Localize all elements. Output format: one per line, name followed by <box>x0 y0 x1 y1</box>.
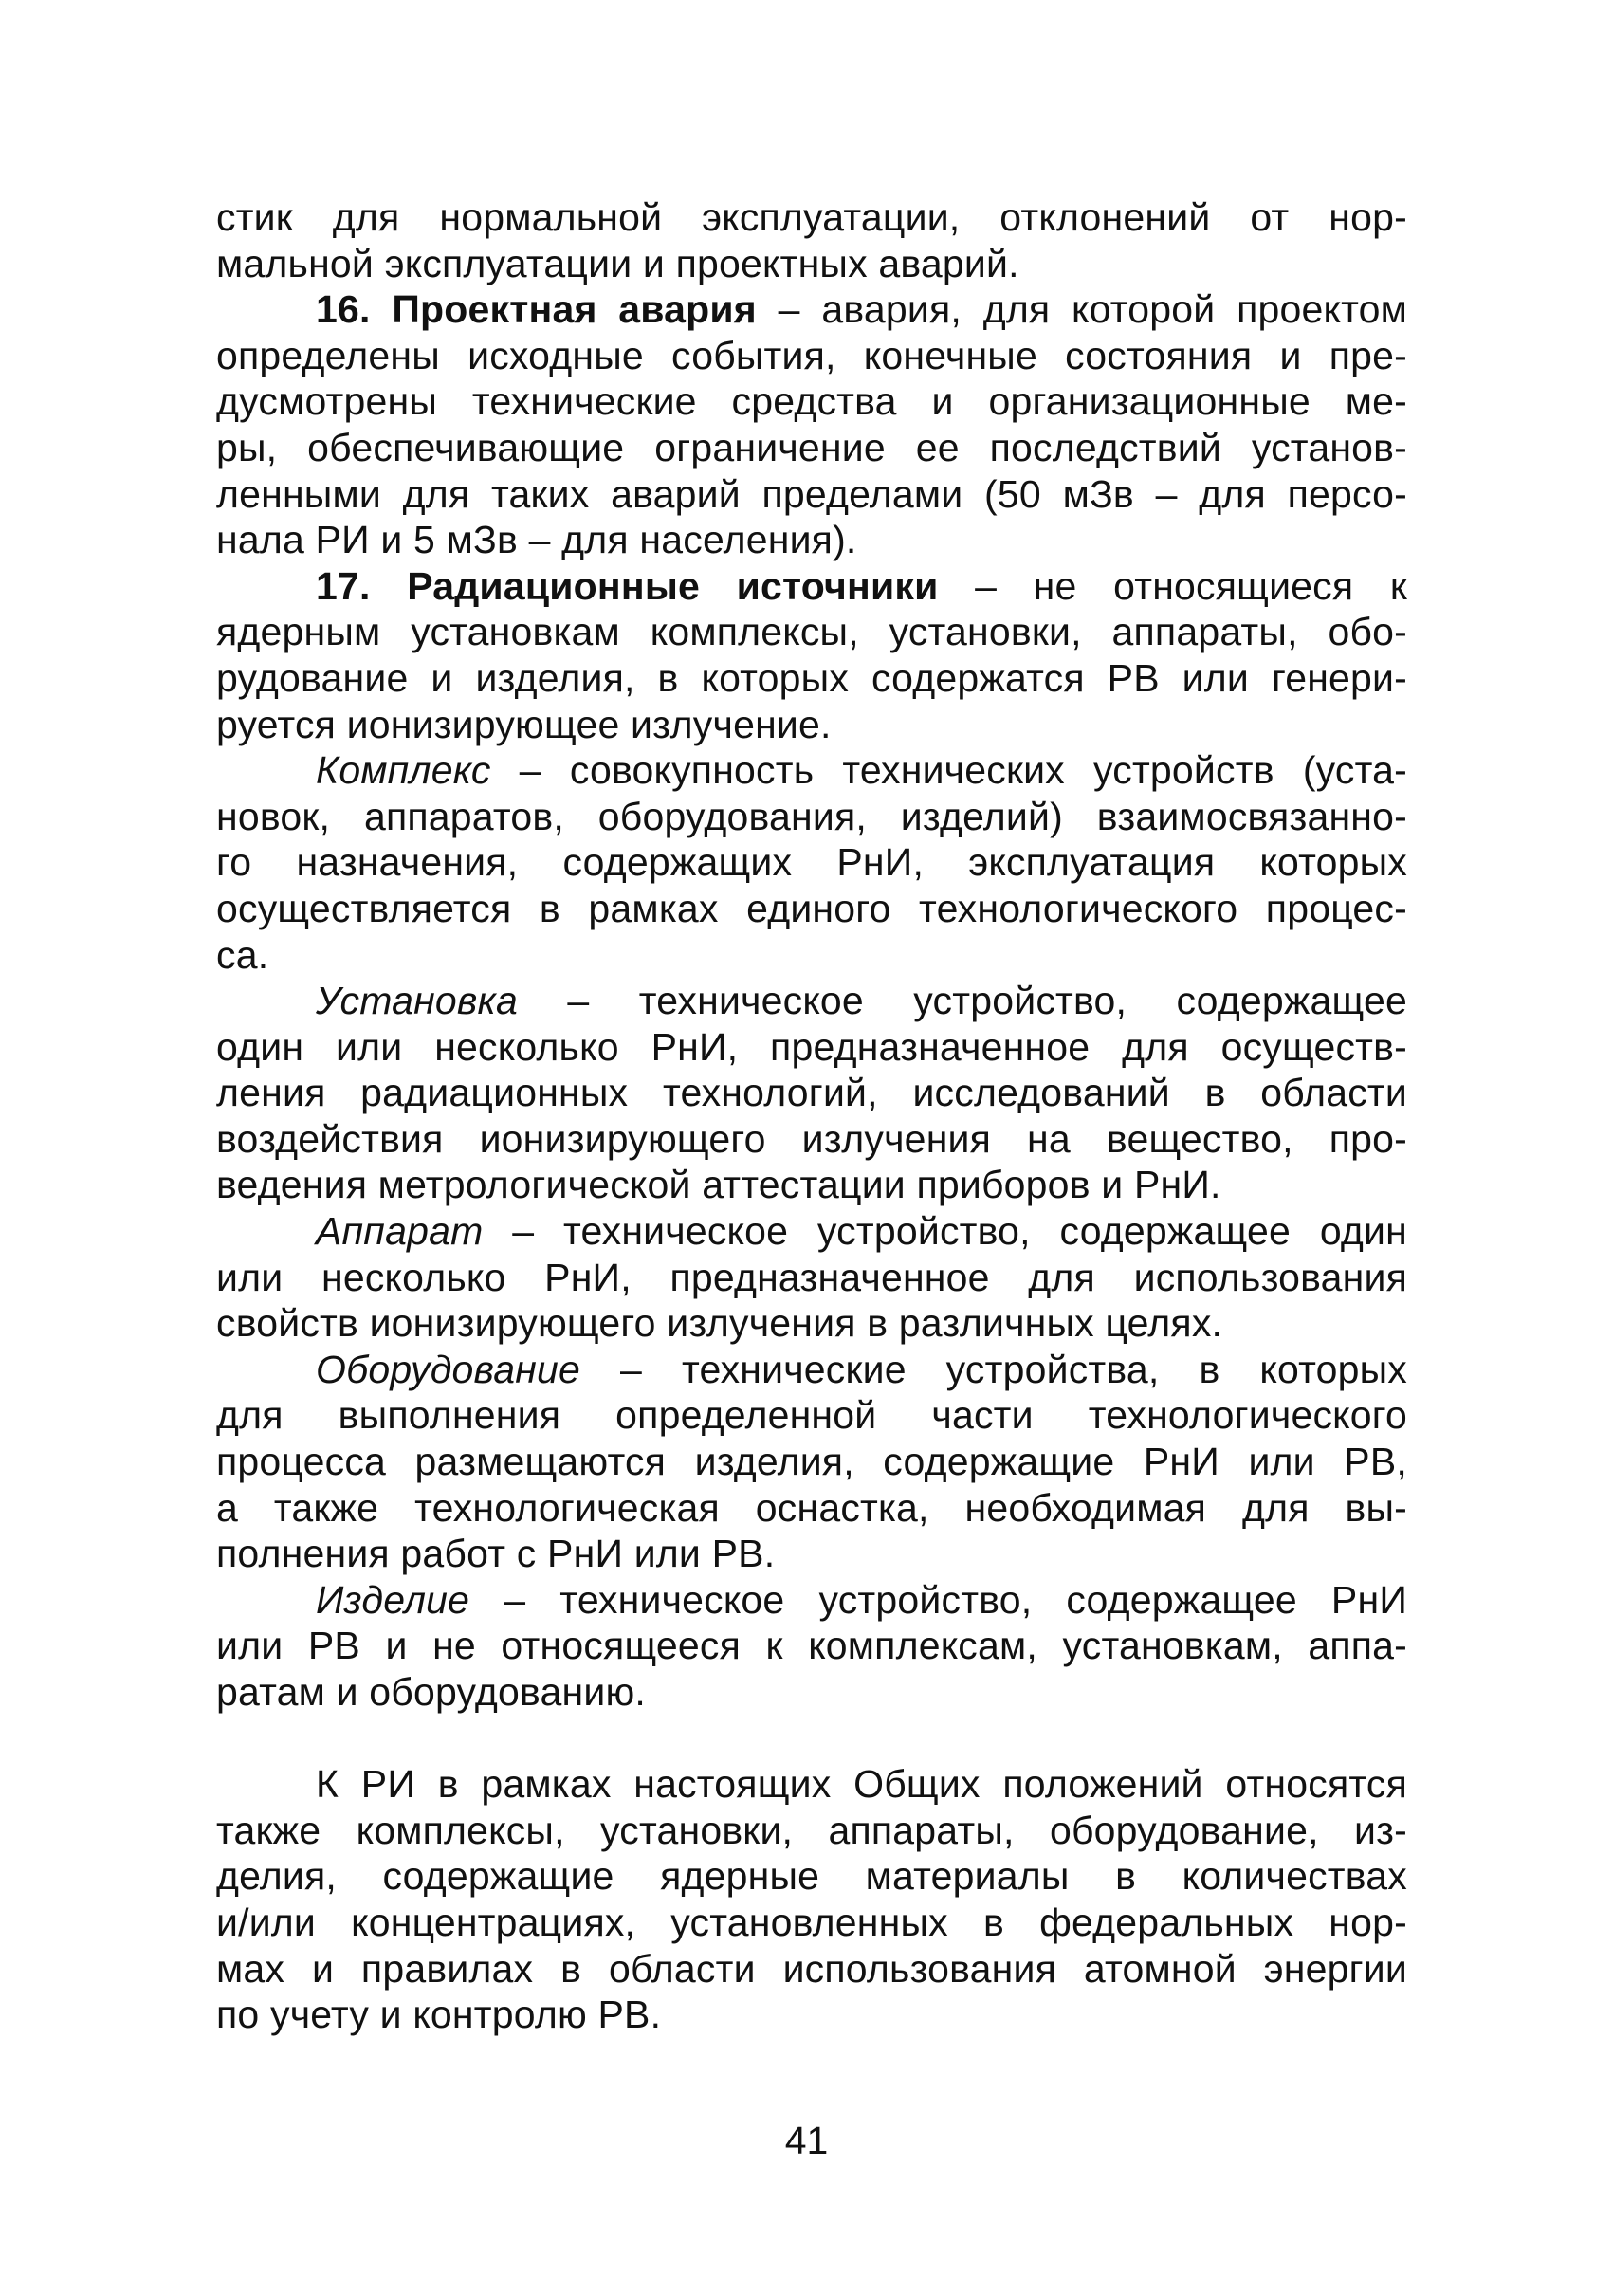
text-segment: определены исходные события, конечные состояния и пре- <box>216 333 1407 377</box>
text-segment <box>371 287 393 331</box>
text-segment: го назначения, содержащих РнИ, эксплуатация которых <box>216 840 1407 885</box>
item-number: 17. <box>316 563 371 608</box>
text-segment: осуществляется в рамках единого технологического процес- <box>216 886 1407 930</box>
text-line <box>216 286 1407 333</box>
text-line <box>216 1623 1407 1669</box>
text-segment: свойств ионизирующего излучения в различных целях. <box>216 1301 1223 1346</box>
text-segment <box>371 564 408 608</box>
text-line <box>216 1300 1407 1347</box>
text-segment: – технические устройства, в которых <box>580 1347 1407 1391</box>
text-line <box>216 471 1407 518</box>
text-segment: – не относящиеся к <box>938 563 1408 608</box>
text-segment: К РИ в рамках настоящих Общих положений относятся <box>316 1762 1407 1807</box>
text-line <box>216 1992 1407 2038</box>
text-segment: мальной эксплуатации и проектных аварий. <box>216 241 1019 285</box>
text-segment: один или несколько РнИ, предназначенное для осуществ- <box>216 1024 1407 1069</box>
text-line <box>216 1946 1407 1993</box>
text-segment: – техническое устройство, содержащее <box>518 979 1407 1023</box>
text-segment: новок, аппаратов, оборудования, изделий) взаимосвязанно- <box>216 794 1407 838</box>
text-line <box>216 1070 1407 1116</box>
text-segment: ратам и оборудованию. <box>216 1670 646 1714</box>
text-line <box>216 1669 1407 1716</box>
text-segment: делия, содержащие ядерные материалы в количествах <box>216 1854 1407 1899</box>
text-segment: ленными для таких аварий пределами (50 мЗв – для персо- <box>216 471 1407 516</box>
text-segment: – совокупность технических устройств (уста- <box>490 748 1407 793</box>
text-line <box>216 1255 1407 1301</box>
text-segment: по учету и контролю РВ. <box>216 1993 662 2037</box>
text-segment: полнения работ с РнИ или РВ. <box>216 1532 776 1576</box>
defined-term: Проектная авария <box>392 287 757 332</box>
text-segment: нала РИ и 5 мЗв – для населения). <box>216 518 857 562</box>
text-segment: стик для нормальной эксплуатации, отклонений от нор- <box>216 195 1407 239</box>
text-segment: са. <box>216 932 269 977</box>
text-line <box>216 563 1407 610</box>
text-line <box>216 1347 1407 1393</box>
text-segment: ления радиационных технологий, исследований в области <box>216 1071 1407 1115</box>
text-line <box>216 1808 1407 1854</box>
item-number: 16. <box>316 287 371 332</box>
text-segment: также комплексы, установки, аппараты, оборудование, из- <box>216 1808 1407 1852</box>
text-line <box>216 932 1407 979</box>
text-segment: мах и правилах в области использования атомной энергии <box>216 1946 1407 1991</box>
text-line <box>216 794 1407 840</box>
text-segment: или РВ и не относящееся к комплексам, установкам, аппа- <box>216 1624 1407 1668</box>
text-line <box>216 517 1407 563</box>
subterm-italic: Установка <box>316 979 519 1023</box>
text-line <box>216 1116 1407 1163</box>
text-line <box>216 1208 1407 1255</box>
text-segment: руется ионизирующее излучение. <box>216 702 832 746</box>
text-segment: воздействия ионизирующего излучения на вещество, про- <box>216 1116 1407 1161</box>
text-segment: ядерным установкам комплексы, установки, аппараты, обо- <box>216 610 1407 654</box>
text-line <box>216 1162 1407 1208</box>
text-segment: или несколько РнИ, предназначенное для использования <box>216 1255 1407 1299</box>
defined-term: Радиационные источники <box>407 563 939 608</box>
text-line <box>216 241 1407 287</box>
text-line <box>216 839 1407 886</box>
blank-line <box>216 1716 1407 1762</box>
text-segment: для выполнения определенной части технологического <box>216 1393 1407 1438</box>
text-segment: – техническое устройство, содержащее РнИ <box>469 1577 1407 1622</box>
document-page <box>216 194 1407 2038</box>
text-line <box>216 1900 1407 1946</box>
text-line <box>216 702 1407 748</box>
subterm-italic: Изделие <box>316 1577 470 1622</box>
text-line <box>216 655 1407 702</box>
text-line <box>216 747 1407 794</box>
text-segment: а также технологическая оснастка, необходимая для вы- <box>216 1485 1407 1530</box>
text-segment: и/или концентрациях, установленных в федеральных нор- <box>216 1900 1407 1944</box>
document-body <box>216 194 1407 2038</box>
text-line <box>216 1392 1407 1439</box>
text-segment: дусмотрены технические средства и организационные ме- <box>216 379 1407 424</box>
subterm-italic: Комплекс <box>316 748 491 793</box>
text-line <box>216 1853 1407 1900</box>
text-segment: процесса размещаются изделия, содержащие РнИ или РВ, <box>216 1440 1407 1484</box>
text-line <box>216 1485 1407 1532</box>
text-line <box>216 1439 1407 1485</box>
text-line <box>216 1761 1407 1808</box>
subterm-italic: Оборудование <box>316 1347 581 1391</box>
subterm-italic: Аппарат <box>316 1209 484 1254</box>
text-line <box>216 1024 1407 1071</box>
text-segment: – авария, для которой проектом <box>756 287 1407 332</box>
text-segment: рудование и изделия, в которых содержатся РВ или генери- <box>216 655 1407 700</box>
text-line <box>216 978 1407 1024</box>
text-line <box>216 886 1407 932</box>
text-line <box>216 333 1407 379</box>
text-line <box>216 1577 1407 1624</box>
text-line <box>216 1531 1407 1577</box>
text-line <box>216 609 1407 655</box>
text-segment: – техническое устройство, содержащее один <box>483 1209 1407 1254</box>
text-line <box>216 425 1407 471</box>
text-line <box>216 378 1407 425</box>
text-segment: ры, обеспечивающие ограничение ее последствий установ- <box>216 425 1407 469</box>
text-segment: ведения метрологической аттестации приборов и РнИ. <box>216 1163 1221 1207</box>
text-line <box>216 194 1407 241</box>
page-number: 41 <box>784 2119 829 2162</box>
